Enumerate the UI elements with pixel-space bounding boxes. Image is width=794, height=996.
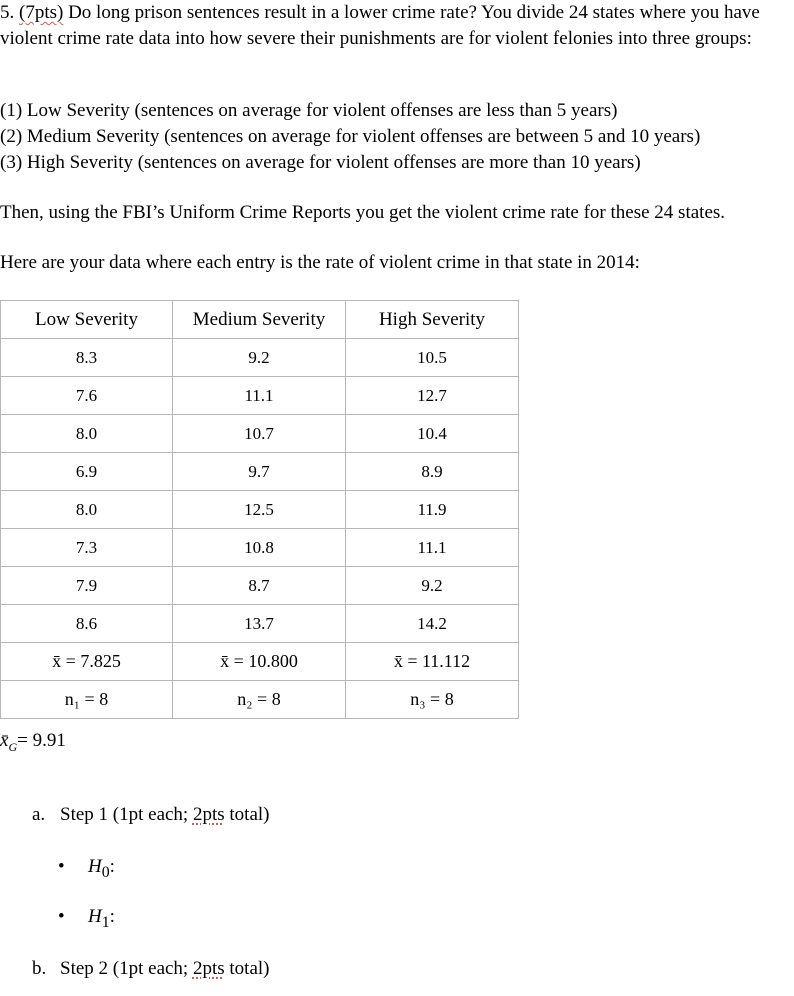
h0-symbol: H [88,856,102,877]
table-row [1,605,519,643]
grand-mean-subscript: G [8,739,18,754]
null-hypothesis-item [58,856,115,882]
table-cell: 12.7 [346,377,519,415]
table-cell: 7.3 [1,529,173,567]
part-b-text: Step 2 (1pt each; [60,958,193,979]
question-points: (7pts) [19,2,64,23]
table-header-row [1,301,519,339]
part-a-label: a. [32,804,46,825]
part-b-label: b. [32,958,47,979]
n-high: n₃ = 8 [346,681,519,719]
part-a-pts: 2pts [192,804,225,825]
table-cell: 10.5 [346,339,519,377]
bullet-icon: • [58,906,65,927]
table-cell: 11.1 [173,377,346,415]
h1-colon: : [109,906,115,927]
table-row [1,415,519,453]
header-medium-severity: Medium Severity [173,301,346,339]
bullet-icon: • [58,856,65,877]
crime-rate-table [0,300,519,719]
table-row [1,529,519,567]
table-cell: 8.6 [1,605,173,643]
h0-colon: : [109,856,115,877]
h1-symbol: H [88,906,102,927]
question-text: Do long prison sentences result in a lower crime rate? You divide 24 states where you have violent crime rate data into how severe their punishments are for violent felonies into three groups: [0,2,760,49]
part-b-pts: 2pts [192,958,225,979]
table-cell: 8.0 [1,491,173,529]
table-cell: 8.9 [346,453,519,491]
alternative-hypothesis-item [58,906,115,932]
group-medium: (2) Medium Severity (sentences on average for violent offenses are between 5 and 10 years) [0,126,701,147]
table-row [1,453,519,491]
table-cell: 8.7 [173,567,346,605]
table-cell: 7.6 [1,377,173,415]
table-cell: 11.9 [346,491,519,529]
question-intro [0,0,790,52]
table-row [1,377,519,415]
table-cell: 9.7 [173,453,346,491]
part-b-text-after: total) [224,958,270,979]
data-intro: Here are your data where each entry is the rate of violent crime in that state in 2014: [0,252,640,273]
mean-medium: x̄ = 10.800 [173,643,346,681]
table-cell: 10.8 [173,529,346,567]
table-cell: 13.7 [173,605,346,643]
part-b [32,958,270,980]
severity-groups [0,98,790,176]
header-low-severity: Low Severity [1,301,173,339]
header-high-severity: High Severity [346,301,519,339]
grand-mean-symbol: x̄ [0,730,9,751]
table-cell: 14.2 [346,605,519,643]
question-number: 5. [0,2,15,23]
part-a-text-after: total) [224,804,270,825]
table-cell: 9.2 [173,339,346,377]
h0-subscript: 0 [101,863,110,881]
table-row [1,339,519,377]
table-cell: 10.4 [346,415,519,453]
table-cell: 7.9 [1,567,173,605]
table-cell: 10.7 [173,415,346,453]
sample-size-row [1,681,519,719]
n-medium: n₂ = 8 [173,681,346,719]
table-cell: 11.1 [346,529,519,567]
source-text: Then, using the FBI’s Uniform Crime Reports you get the violent crime rate for these 24 states. [0,202,726,223]
part-a [32,804,270,826]
grand-mean-value: = 9.91 [17,730,66,751]
table-cell: 9.2 [346,567,519,605]
table-cell: 8.3 [1,339,173,377]
table-cell: 6.9 [1,453,173,491]
h1-subscript: 1 [101,913,110,931]
group-high: (3) High Severity (sentences on average for violent offenses are more than 10 years) [0,152,641,173]
mean-low: x̄ = 7.825 [1,643,173,681]
table-cell: 8.0 [1,415,173,453]
means-row [1,643,519,681]
part-a-text: Step 1 (1pt each; [60,804,193,825]
mean-high: x̄ = 11.112 [346,643,519,681]
table-row [1,491,519,529]
grand-mean [0,730,66,755]
table-cell: 12.5 [173,491,346,529]
table-row [1,567,519,605]
n-low: n₁ = 8 [1,681,173,719]
group-low: (1) Low Severity (sentences on average for violent offenses are less than 5 years) [0,100,618,121]
